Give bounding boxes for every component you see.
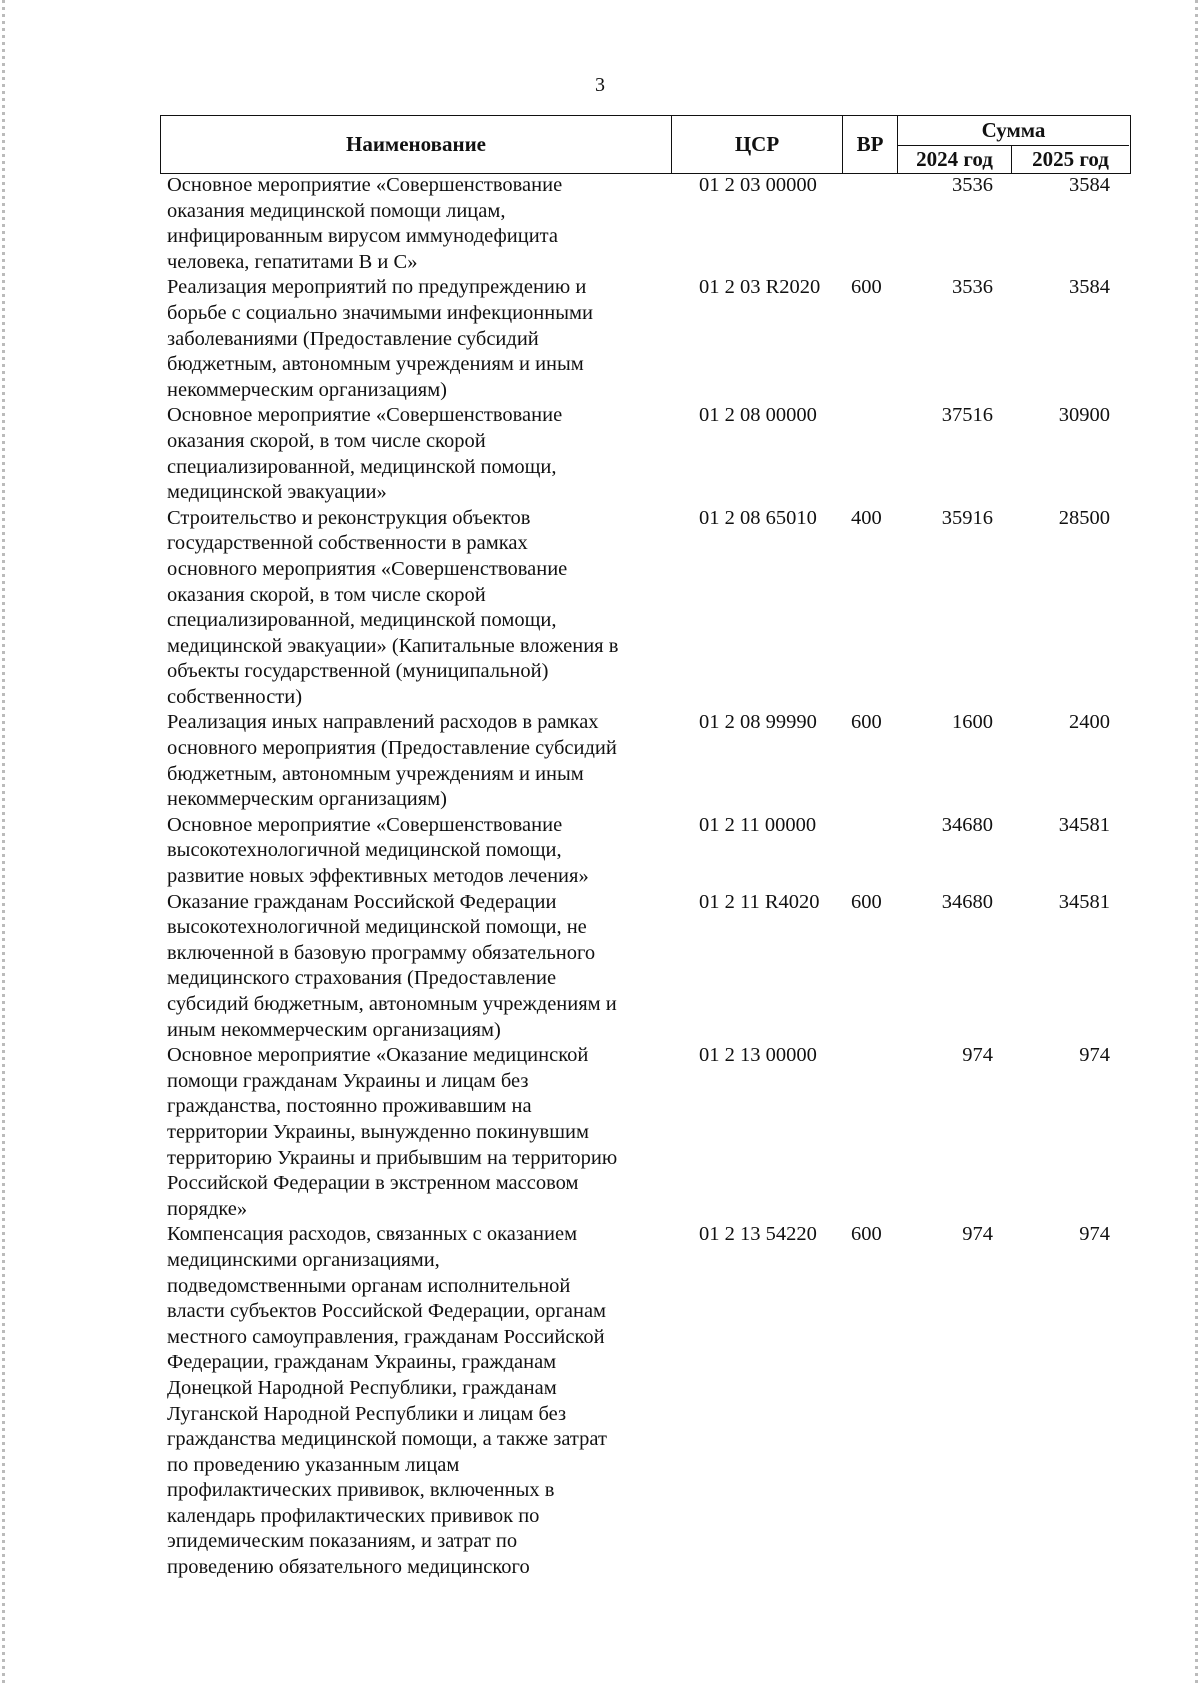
header-sum: Сумма xyxy=(898,116,1129,146)
row-csr: 01 2 11 00000 xyxy=(699,813,817,836)
table-header xyxy=(160,115,1131,174)
row-name-line: проведению обязательного медицинского xyxy=(167,1556,530,1579)
table-row xyxy=(160,1043,1131,1222)
row-name-line: государственной собственности в рамках xyxy=(167,532,528,555)
row-name-line: иным некоммерческим организациям) xyxy=(167,1018,501,1041)
row-sum-2025: 30900 xyxy=(1058,404,1110,427)
row-sum-2025: 974 xyxy=(1079,1044,1110,1067)
row-name-line: профилактических прививок, включенных в xyxy=(167,1479,555,1502)
row-name-line: по проведению указанным лицам xyxy=(167,1453,460,1476)
row-sum-2024: 974 xyxy=(962,1223,993,1246)
row-sum-2025: 28500 xyxy=(1058,506,1110,529)
row-sum-2025: 34581 xyxy=(1058,890,1110,913)
row-name-line: оказания медицинской помощи лицам, xyxy=(167,199,506,222)
table-body xyxy=(160,173,1131,1581)
row-name-line: оказания скорой, в том числе скорой xyxy=(167,429,486,452)
row-name-line: бюджетным, автономным учреждениям и иным xyxy=(167,762,584,785)
row-name-line: собственности) xyxy=(167,685,303,708)
row-name-line: гражданства, постоянно проживавшим на xyxy=(167,1095,532,1118)
row-csr: 01 2 08 99990 xyxy=(699,711,817,734)
table-row xyxy=(160,1222,1131,1580)
header-vr: ВР xyxy=(843,116,898,173)
row-name-line: оказания скорой, в том числе скорой xyxy=(167,583,486,606)
row-sum-2025: 2400 xyxy=(1069,711,1110,734)
row-vr: 600 xyxy=(851,276,882,299)
row-csr: 01 2 13 54220 xyxy=(699,1223,817,1246)
row-name xyxy=(160,1222,671,1580)
table-row xyxy=(160,813,1131,890)
row-vr: 400 xyxy=(851,506,882,529)
row-name-line: борьбе с социально значимыми инфекционными xyxy=(167,301,593,324)
row-name-line: Основное мероприятие «Оказание медицинской xyxy=(167,1044,589,1067)
row-vr: 600 xyxy=(851,1223,882,1246)
row-name xyxy=(160,275,671,403)
page-number: 3 xyxy=(595,74,605,96)
row-name-line: Реализация иных направлений расходов в рамках xyxy=(167,711,599,734)
table-row xyxy=(160,710,1131,812)
row-name-line: Луганской Народной Республики и лицам без xyxy=(167,1402,567,1425)
row-name-line: местного самоуправления, гражданам Российской xyxy=(167,1325,605,1348)
row-name xyxy=(160,710,671,812)
table-row xyxy=(160,173,1131,275)
row-csr: 01 2 08 00000 xyxy=(699,404,817,427)
row-name-line: человека, гепатитами В и С» xyxy=(167,250,418,273)
row-name-line: Основное мероприятие «Совершенствование xyxy=(167,813,563,836)
header-year-2024: 2024 год xyxy=(898,146,1012,173)
row-sum-2024: 35916 xyxy=(941,506,993,529)
row-name xyxy=(160,813,671,890)
header-csr: ЦСР xyxy=(672,116,843,173)
row-name-line: медицинскими организациями, xyxy=(167,1248,440,1271)
table-row xyxy=(160,403,1131,505)
row-name xyxy=(160,173,671,275)
row-name-line: власти субъектов Российской Федерации, органам xyxy=(167,1300,607,1323)
header-name: Наименование xyxy=(161,116,672,173)
row-sum-2024: 3536 xyxy=(952,174,993,196)
row-name xyxy=(160,1043,671,1222)
row-name-line: Основное мероприятие «Совершенствование xyxy=(167,404,563,427)
row-name-line: Оказание гражданам Российской Федерации xyxy=(167,890,557,913)
row-csr: 01 2 03 00000 xyxy=(699,174,817,196)
row-name-line: территорию Украины и прибывшим на территорию xyxy=(167,1146,618,1169)
row-csr: 01 2 13 00000 xyxy=(699,1044,817,1067)
header-year-2025: 2025 год xyxy=(1032,147,1109,171)
row-name-line: Основное мероприятие «Совершенствование xyxy=(167,174,563,196)
row-sum-2024: 34680 xyxy=(941,890,993,913)
row-name-line: субсидий бюджетным, автономным учреждениям и xyxy=(167,993,617,1015)
row-sum-2024: 34680 xyxy=(941,813,993,836)
row-vr: 600 xyxy=(851,890,882,913)
row-name-line: основного мероприятия «Совершенствование xyxy=(167,557,568,580)
row-name-line: высокотехнологичной медицинской помощи, xyxy=(167,839,562,862)
row-name-line: инфицированным вирусом иммунодефицита xyxy=(167,225,558,248)
row-sum-2025: 3584 xyxy=(1069,174,1110,196)
row-sum-2025: 34581 xyxy=(1058,813,1110,836)
row-sum-2024: 974 xyxy=(962,1044,993,1067)
row-name-line: территории Украины, вынужденно покинувшим xyxy=(167,1120,589,1143)
row-name-line: подведомственными органам исполнительной xyxy=(167,1274,571,1297)
row-name-line: включенной в базовую программу обязательного xyxy=(167,941,596,964)
row-name-line: гражданства медицинской помощи, а также затрат xyxy=(167,1428,607,1451)
row-name-line: эпидемическим показаниям, и затрат по xyxy=(167,1530,518,1553)
row-name xyxy=(160,403,671,505)
row-name-line: некоммерческим организациям) xyxy=(167,788,447,811)
row-name-line: календарь профилактических прививок по xyxy=(167,1504,540,1527)
row-sum-2025: 3584 xyxy=(1069,276,1110,299)
row-name-line: объекты государственной (муниципальной) xyxy=(167,660,549,683)
row-name-line: Федерации, гражданам Украины, гражданам xyxy=(167,1351,557,1374)
row-name-line: медицинской эвакуации» (Капитальные вложения в xyxy=(167,634,619,657)
row-name-line: специализированной, медицинской помощи, xyxy=(167,455,557,478)
row-name-line: бюджетным, автономным учреждениям и иным xyxy=(167,353,584,376)
row-name xyxy=(160,890,671,1044)
row-name-line: помощи гражданам Украины и лицам без xyxy=(167,1069,529,1092)
row-sum-2024: 37516 xyxy=(941,404,993,427)
row-csr: 01 2 08 65010 xyxy=(699,506,817,529)
row-csr: 01 2 11 R4020 xyxy=(699,890,820,913)
scan-edge-right xyxy=(1195,0,1198,1686)
scan-edge-left xyxy=(2,0,5,1686)
row-name-line: Реализация мероприятий по предупреждению и xyxy=(167,276,587,299)
row-name-line: Российской Федерации в экстренном массовом xyxy=(167,1172,579,1195)
table-row xyxy=(160,890,1131,1044)
row-name-line: Строительство и реконструкция объектов xyxy=(167,506,531,529)
row-name-line: Компенсация расходов, связанных с оказанием xyxy=(167,1223,578,1246)
row-name xyxy=(160,506,671,711)
row-csr: 01 2 03 R2020 xyxy=(699,276,821,299)
row-name-line: специализированной, медицинской помощи, xyxy=(167,609,557,632)
table-row xyxy=(160,506,1131,711)
row-vr: 600 xyxy=(851,711,882,734)
row-name-line: некоммерческим организациям) xyxy=(167,378,447,401)
row-sum-2024: 3536 xyxy=(952,276,993,299)
row-name-line: медицинской эвакуации» xyxy=(167,481,387,504)
row-name-line: высокотехнологичной медицинской помощи, не xyxy=(167,916,587,939)
row-name-line: медицинского страхования (Предоставление xyxy=(167,967,557,990)
row-sum-2025: 974 xyxy=(1079,1223,1110,1246)
row-name-line: развитие новых эффективных методов лечения» xyxy=(167,865,589,888)
row-name-line: Донецкой Народной Республики, гражданам xyxy=(167,1376,557,1399)
row-sum-2024: 1600 xyxy=(952,711,993,734)
row-name-line: основного мероприятия (Предоставление субсидий xyxy=(167,737,617,760)
row-name-line: порядке» xyxy=(167,1197,248,1220)
table-row xyxy=(160,275,1131,403)
row-name-line: заболеваниями (Предоставление субсидий xyxy=(167,327,539,350)
